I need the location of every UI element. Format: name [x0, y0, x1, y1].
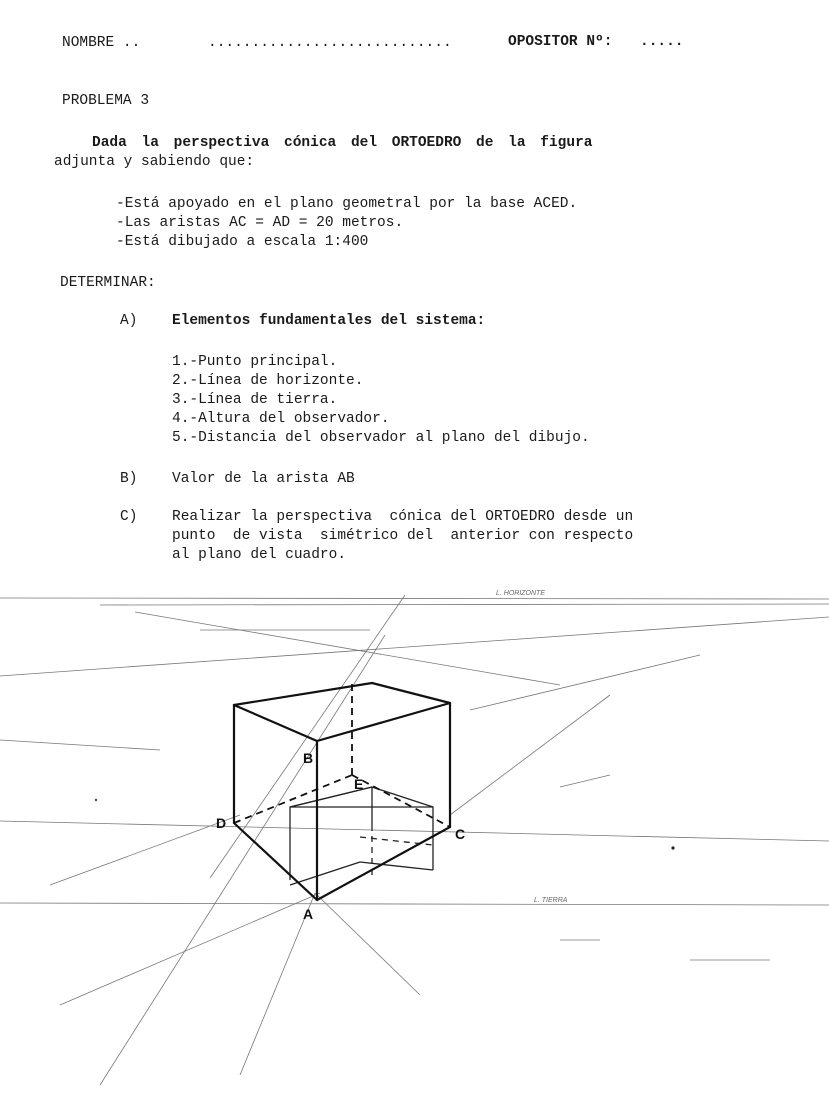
- vertex-label-a: A: [303, 906, 314, 922]
- mark-dot: [95, 799, 97, 801]
- nombre-label: NOMBRE ..: [62, 35, 141, 51]
- construction-line: [135, 612, 560, 685]
- vertex-label-c: C: [455, 826, 466, 842]
- problem-title: PROBLEMA 3: [62, 93, 150, 109]
- ground-line: [0, 903, 829, 905]
- back-box-edge: [360, 862, 433, 870]
- construction-line: [50, 815, 240, 885]
- top-edge: [234, 705, 317, 741]
- construction-line: [100, 604, 829, 605]
- opositor-field[interactable]: .....: [640, 34, 684, 50]
- condition-3: -Está dibujado a escala 1:400: [116, 234, 369, 250]
- section-a-item-4: 4.-Altura del observador.: [172, 411, 390, 427]
- perspective-figure: [0, 575, 829, 1109]
- construction-line: [100, 635, 385, 1085]
- construction-line: [315, 893, 420, 995]
- section-c-letter: C): [120, 509, 138, 525]
- back-box-hidden-edge: [360, 837, 433, 845]
- intro-line-2: adjunta y sabiendo que:: [54, 154, 255, 170]
- vertex-label-d: D: [216, 815, 227, 831]
- top-edge: [372, 683, 450, 703]
- edge-d-e: [234, 775, 352, 823]
- back-box-outline: [290, 787, 433, 880]
- tierra-line-label: L. TIERRA: [534, 897, 568, 904]
- section-b-text: Valor de la arista AB: [172, 471, 355, 487]
- section-b-letter: B): [120, 471, 138, 487]
- construction-line: [0, 740, 160, 750]
- construction-line: [0, 617, 829, 676]
- construction-line: [60, 893, 320, 1005]
- intro-line-1: Dada la perspectiva cónica del ORTOEDRO de la figura: [92, 135, 593, 151]
- edge-e-c: [352, 775, 450, 827]
- top-edge: [317, 703, 450, 741]
- condition-1: -Está apoyado en el plano geometral por la base ACED.: [116, 196, 578, 212]
- section-a-item-3: 3.-Línea de tierra.: [172, 392, 338, 408]
- opositor-label: OPOSITOR Nº:: [508, 34, 613, 50]
- section-a-item-5: 5.-Distancia del observador al plano del dibujo.: [172, 430, 590, 446]
- construction-line: [560, 775, 610, 787]
- mark-dot: [671, 846, 674, 849]
- section-a-item-2: 2.-Línea de horizonte.: [172, 373, 364, 389]
- edge-a-c: [317, 827, 450, 900]
- edge-a-d: [234, 823, 317, 900]
- horizon-line-label: L. HORIZONTE: [496, 590, 546, 597]
- determinar-label: DETERMINAR:: [60, 275, 156, 291]
- construction-line: [0, 821, 829, 841]
- construction-lines: [0, 595, 829, 1085]
- section-a-letter: A): [120, 313, 138, 329]
- construction-line: [450, 695, 610, 815]
- section-a-item-1: 1.-Punto principal.: [172, 354, 338, 370]
- back-box: [290, 787, 433, 885]
- construction-line: [470, 655, 700, 710]
- section-c-line-2: punto de vista simétrico del anterior con respecto: [172, 528, 634, 544]
- section-c-line-3: al plano del cuadro.: [172, 547, 347, 563]
- vertex-label-e: E: [354, 776, 364, 792]
- condition-2: -Las aristas AC = AD = 20 metros.: [116, 215, 404, 231]
- nombre-field[interactable]: ............................: [208, 35, 452, 51]
- section-a-title: Elementos fundamentales del sistema:: [172, 313, 486, 329]
- horizon-line: [0, 598, 829, 599]
- vertex-label-b: B: [303, 750, 314, 766]
- section-c-line-1: Realizar la perspectiva cónica del ORTOEDRO desde un: [172, 509, 634, 525]
